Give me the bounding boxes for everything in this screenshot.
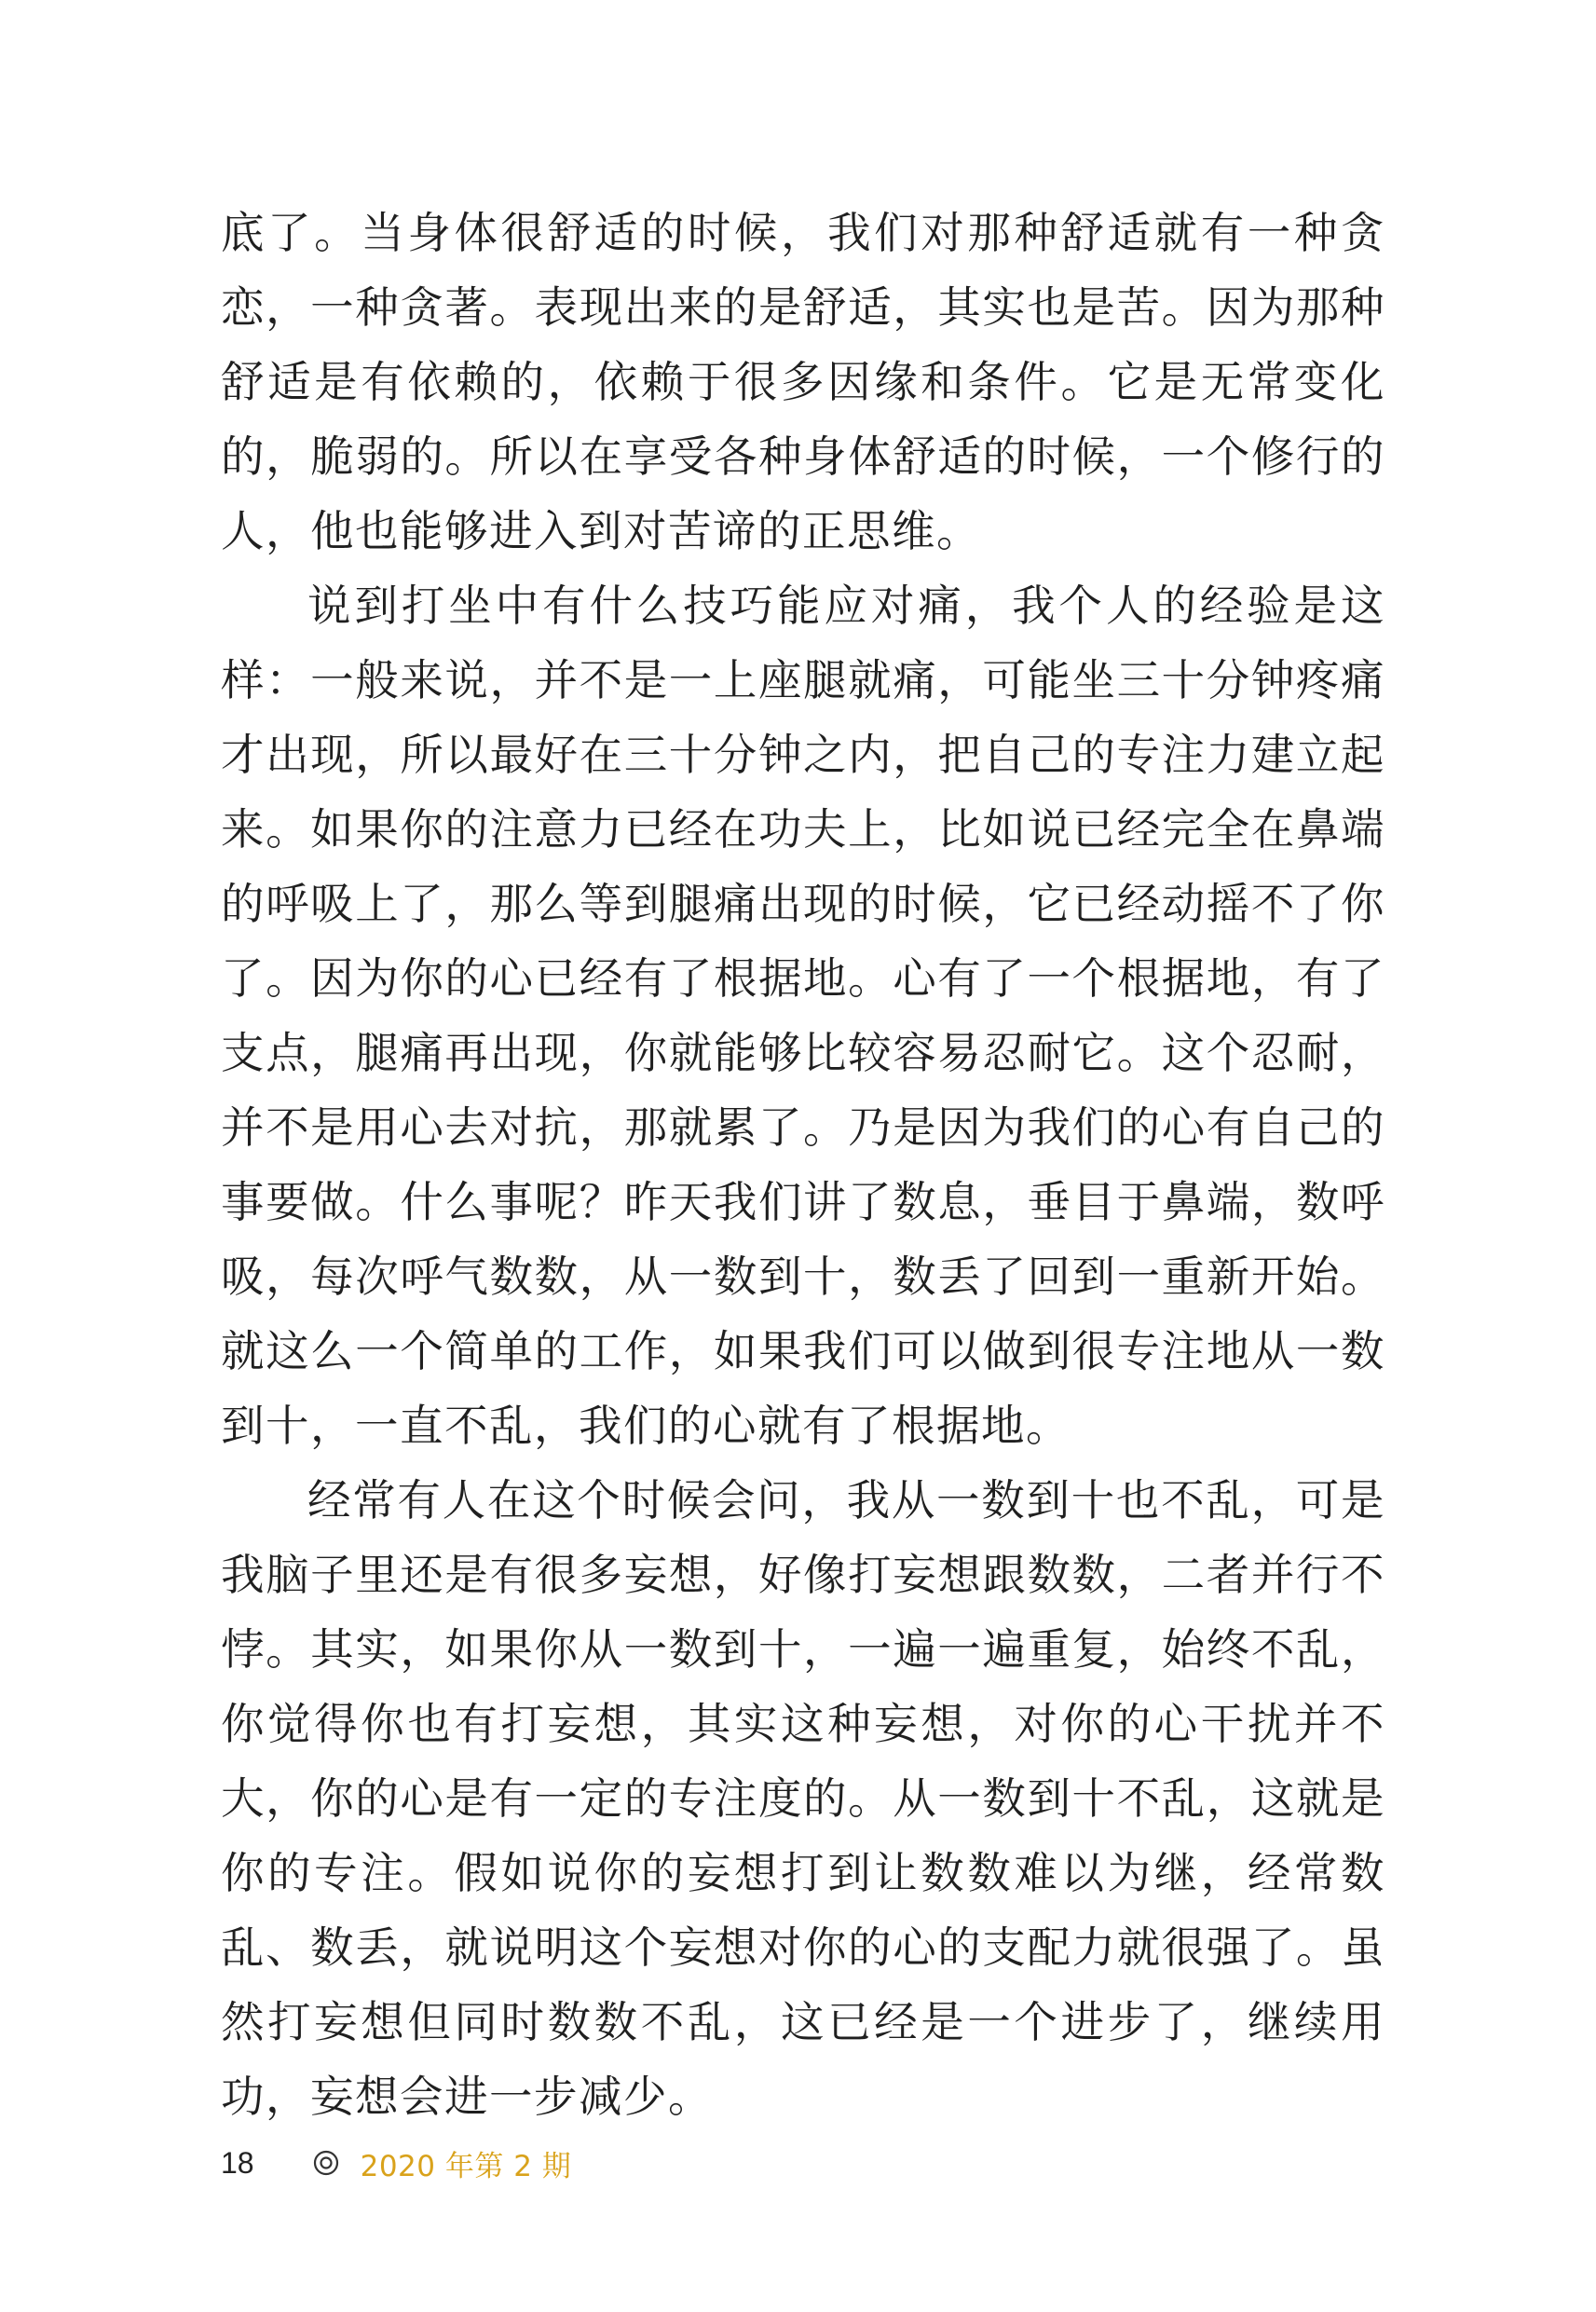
paragraph-3: 经常有人在这个时候会问，我从一数到十也不乱，可是我脑子里还是有很多妄想，好像打妄想跟数数，二者并行不悖。其实，如果你从一数到十，一遍一遍重复，始终不乱，你觉得你也有打妄想，其实这种妄想，对你的心干扰并不大，你的心是有一定的专注度的。从一数到十不乱，这就是你的专注。假如说你的妄想打到让数数难以为继，经常数乱、数丢，就说明这个妄想对你的心的支配力就很强了。虽然打妄想但同时数数不乱，这已经是一个进步了，继续用功，妄想会进一步减少。: [221, 1475, 1385, 2122]
article-body: [221, 196, 1385, 2134]
page-number: 18: [221, 2145, 254, 2180]
page-footer: [221, 2140, 571, 2186]
paragraph-2: 说到打坐中有什么技巧能应对痛，我个人的经验是这样：一般来说，并不是一上座腿就痛，可能坐三十分钟疼痛才出现，所以最好在三十分钟之内，把自己的专注力建立起来。如果你的注意力已经在功夫上，比如说已经完全在鼻端的呼吸上了，那么等到腿痛出现的时候，它已经动摇不了你了。因为你的心已经有了根据地。心有了一个根据地，有了支点，腿痛再出现，你就能够比较容易忍耐它。这个忍耐，并不是用心去对抗，那就累了。乃是因为我们的心有自己的事要做。什么事呢？昨天我们讲了数息，垂目于鼻端，数呼吸，每次呼气数数，从一数到十，数丢了回到一重新开始。就这么一个简单的工作，如果我们可以做到很专注地从一数到十，一直不乱，我们的心就有了根据地。: [221, 581, 1385, 1451]
paragraph-1: 底了。当身体很舒适的时候，我们对那种舒适就有一种贪恋，一种贪著。表现出来的是舒适，其实也是苦。因为那种舒适是有依赖的，依赖于很多因缘和条件。它是无常变化的，脆弱的。所以在享受各种身体舒适的时候，一个修行的人，他也能够进入到对苦谛的正思维。: [221, 208, 1385, 556]
double-circle-icon: [312, 2149, 340, 2177]
issue-label: 2020 年第 2 期: [360, 2149, 572, 2183]
